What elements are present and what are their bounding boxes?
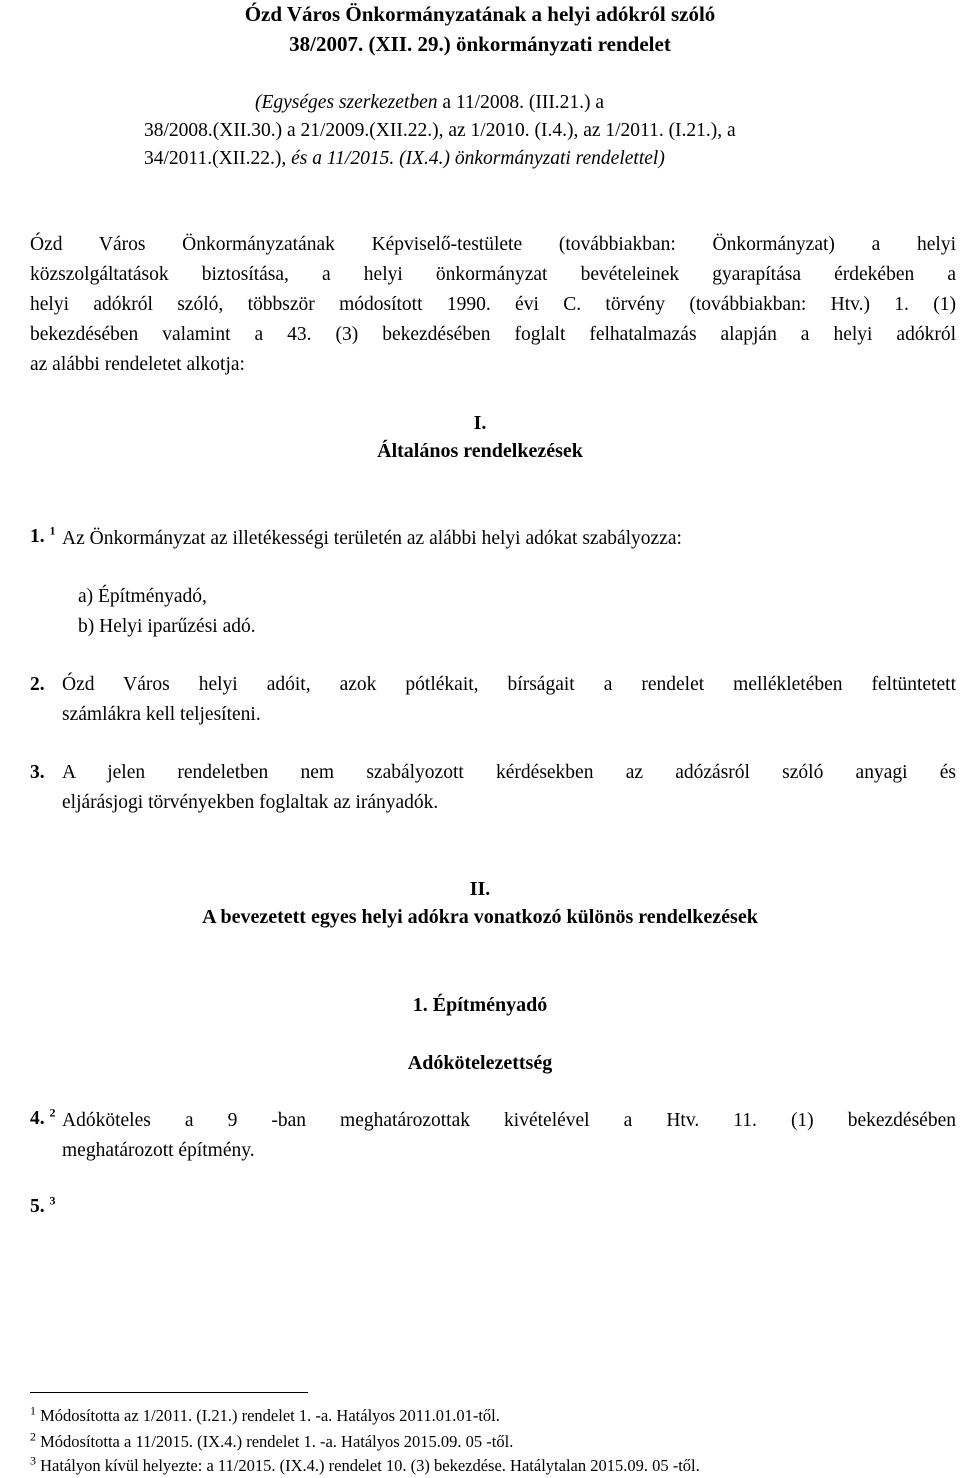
footnote-mark: 3 [30, 1453, 36, 1468]
consolidation-line1 [255, 92, 604, 114]
subchapter-title: 1. Építményadó [412, 994, 548, 1016]
document-title-line1: Ózd Város Önkormányzatának a helyi adókról szóló [244, 2, 716, 26]
footnote-ref: 3 [49, 1193, 56, 1208]
chapter-heading: Általános rendelkezések [377, 440, 583, 462]
section-number-label: 4. [30, 1108, 45, 1129]
section-text: Az Önkormányzat az illetékességi területén az alábbi helyi adókat szabályozza: [62, 528, 682, 549]
list-item: a) Építményadó, [78, 586, 207, 607]
section-text: Adóköteles a 9 -ban meghatározottak kivételével a Htv. 11. (1) bekezdésében [62, 1110, 956, 1131]
preamble-line: helyi adókról szóló, többször módosított 1990. évi C. törvény (továbbiakban: Htv.) 1. (1) [30, 294, 956, 315]
section-number [30, 523, 56, 548]
section-text: Ózd Város helyi adóit, azok pótlékait, bírságait a rendelet mellékletében feltüntetett [62, 674, 956, 695]
document-title-line2: 38/2007. (XII. 29.) önkormányzati rendelet [289, 32, 671, 56]
section-number [30, 1193, 56, 1218]
chapter-heading: A bevezetett egyes helyi adókra vonatkozó különös rendelkezések [202, 906, 758, 928]
section-number-label: 5. [30, 1196, 45, 1217]
preamble-line: bekezdésében valamint a 43. (3) bekezdésében foglalt felhatalmazás alapján a helyi adókról [30, 324, 956, 345]
consolidation-italic: (Egységes szerkezetben [255, 92, 438, 113]
consolidation-rest: a 11/2008. (III.21.) a [437, 92, 605, 113]
section-number: 3. [30, 762, 45, 783]
footnote [30, 1403, 500, 1426]
footnote-mark: 2 [30, 1429, 36, 1444]
list-item: b) Helyi iparűzési adó. [78, 616, 256, 637]
footnote-ref: 1 [49, 523, 56, 538]
chapter-number: II. [469, 878, 491, 900]
section-text: eljárásjogi törvényekben foglaltak az irányadók. [62, 792, 439, 813]
section-number: 2. [30, 674, 45, 695]
consolidation-line3-b: és a 11/2015. ( [286, 148, 406, 169]
footnote-mark: 1 [30, 1403, 36, 1418]
chapter-number: I. [473, 412, 487, 434]
consolidation-line3-a: 34/2011.(XII.22.), [144, 148, 287, 169]
footnote [30, 1429, 514, 1452]
footnote-separator [30, 1392, 308, 1393]
footnote-text: Módosította az 1/2011. (I.21.) rendelet 1. -a. Hatályos 2011.01.01-től. [36, 1406, 500, 1425]
consolidation-line3 [144, 148, 665, 170]
preamble-line: Ózd Város Önkormányzatának Képviselő-testülete (továbbiakban: Önkormányzat) a helyi [30, 234, 956, 255]
preamble-last-line: az alábbi rendeletet alkotja: [30, 354, 245, 375]
footnote-text: Hatályon kívül helyezte: a 11/2015. (IX.4.) rendelet 10. (3) bekezdése. Hatálytalan 2015.09. 05 -től. [36, 1456, 700, 1475]
subchapter-subtitle: Adókötelezettség [407, 1052, 553, 1074]
consolidation-line3-c: IX.4.) önkormányzati rendelettel) [405, 148, 665, 169]
preamble-line: közszolgáltatások biztosítása, a helyi önkormányzat bevételeinek gyarapítása érdekében a [30, 264, 956, 285]
section-text: A jelen rendeletben nem szabályozott kérdésekben az adózásról szóló anyagi és [62, 762, 956, 783]
footnote-ref: 2 [49, 1105, 56, 1120]
section-number [30, 1105, 56, 1130]
footnote [30, 1453, 700, 1476]
section-text: számlákra kell teljesíteni. [62, 704, 261, 725]
consolidation-line2: 38/2008.(XII.30.) a 21/2009.(XII.22.), az 1/2010. (I.4.), az 1/2011. (I.21.), a [144, 120, 736, 141]
section-text: meghatározott építmény. [62, 1140, 255, 1161]
footnote-text: Módosította a 11/2015. (IX.4.) rendelet 1. -a. Hatályos 2015.09. 05 -től. [36, 1432, 514, 1451]
section-number-label: 1. [30, 526, 45, 547]
